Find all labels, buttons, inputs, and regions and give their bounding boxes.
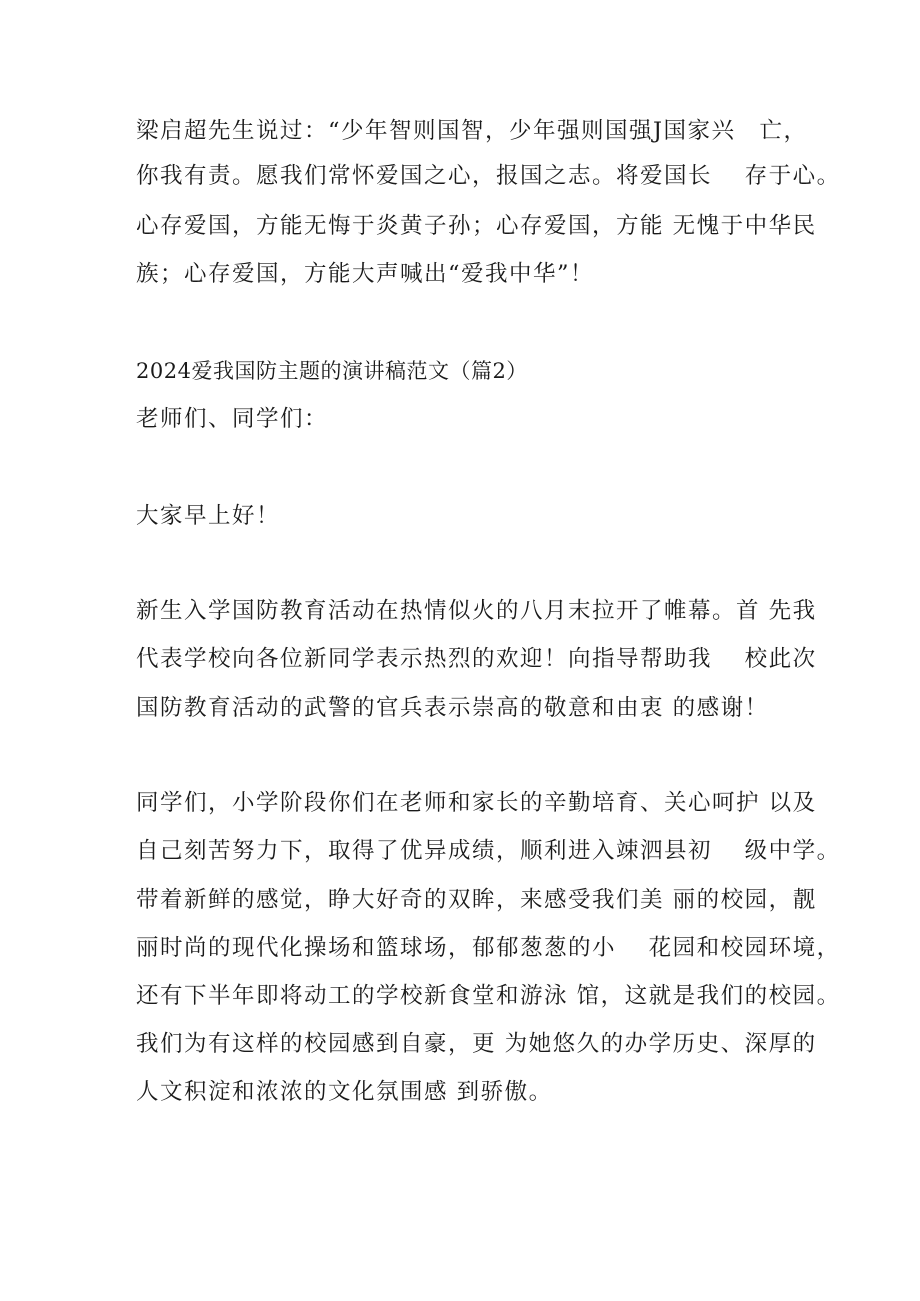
salutation: 老师们、同学们：: [136, 406, 329, 432]
paragraph-3-line-2: 自己刻苦努力下，取得了优异成绩，顺利进入竦泗县初 级中学。: [136, 838, 841, 864]
paragraph-3-line-4: 丽时尚的现代化操场和篮球场，郁郁葱葱的小 花园和校园环境，: [136, 935, 841, 961]
paragraph-3-line-1: 同学们，小学阶段你们在老师和家长的辛勤培育、关心呵护 以及: [136, 790, 817, 816]
paragraph-1-line-4: 族；心存爱国，方能大声喊出“爱我中华”！: [136, 261, 595, 287]
section-title: 2024爱我国防主题的演讲稿范文（篇2）: [136, 359, 528, 383]
paragraph-1-line-1: 梁启超先生说过：“少年智则国智，少年强则国强J国家兴 亡，: [136, 118, 808, 144]
paragraph-2-line-2: 代表学校向各位新同学表示热烈的欢迎！向指导帮助我 校此次: [136, 646, 817, 672]
paragraph-3-line-6: 我们为有这样的校园感到自豪，更 为她悠久的办学历史、深厚的: [136, 1031, 817, 1057]
paragraph-3-line-3: 带着新鲜的感觉，睁大好奇的双眸，来感受我们美 丽的校园，靓: [136, 887, 817, 913]
paragraph-3-line-7: 人文积淀和浓浓的文化氛围感 到骄傲。: [136, 1079, 553, 1105]
greeting: 大家早上好！: [136, 503, 281, 529]
paragraph-1-line-2: 你我有责。愿我们常怀爱国之心，报国之志。将爱国长 存于心。: [136, 163, 841, 189]
paragraph-2-line-3: 国防教育活动的武警的官兵表示崇高的敬意和由衷 的感谢！: [136, 695, 769, 721]
paragraph-2-line-1: 新生入学国防教育活动在热情似火的八月末拉开了帷幕。首 先我: [136, 598, 817, 624]
paragraph-3-line-5: 还有下半年即将动工的学校新食堂和游泳 馆，这就是我们的校园。: [136, 983, 841, 1009]
paragraph-1-line-3: 心存爱国，方能无悔于炎黄子孙；心存爱国，方能 无愧于中华民: [136, 213, 817, 239]
